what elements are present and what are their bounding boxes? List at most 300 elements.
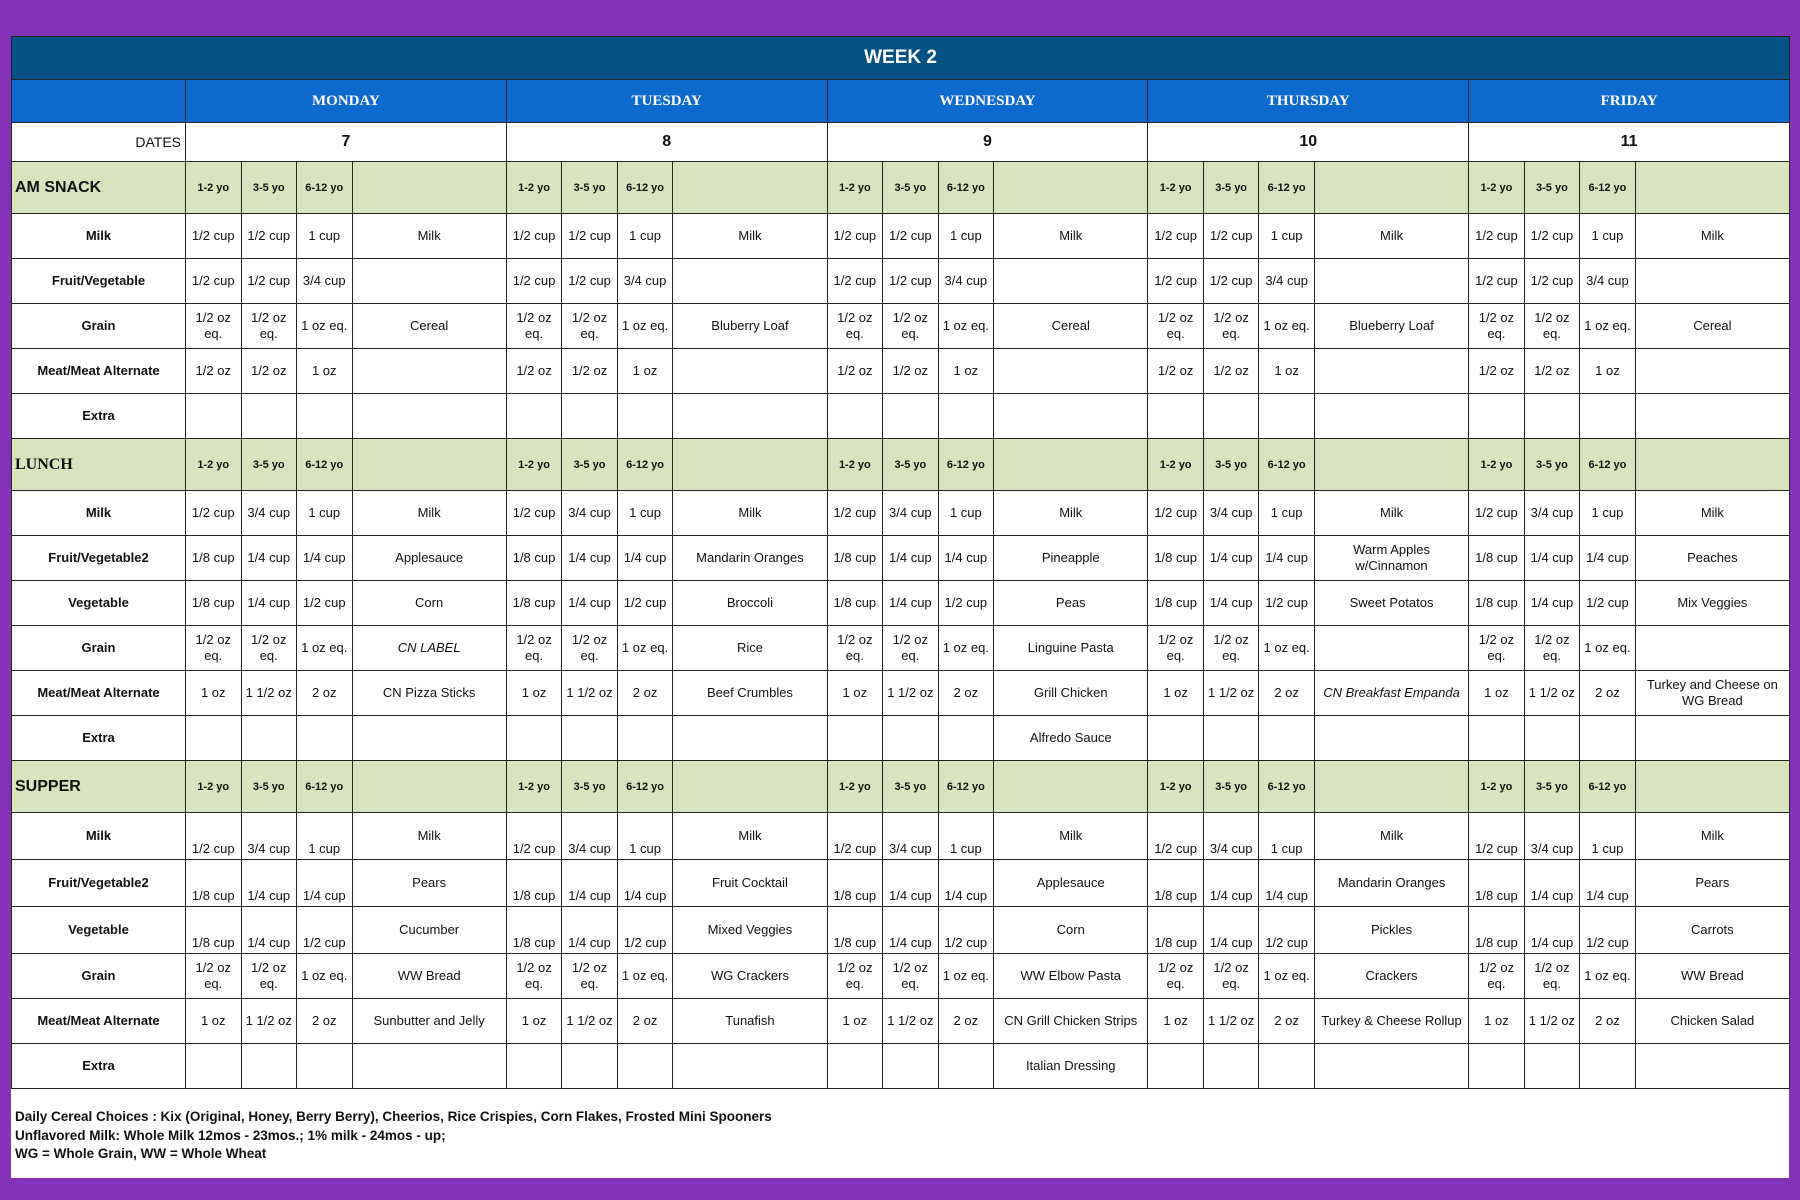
portion-cell: 1/2 oz eq. — [1203, 626, 1259, 671]
portion-cell: 1/2 cup — [562, 214, 618, 259]
week-title: WEEK 2 — [12, 37, 1790, 80]
age-group-header: 6-12 yo — [617, 761, 673, 813]
portion-cell: 1/2 cup — [241, 259, 297, 304]
age-group-header: 1-2 yo — [1469, 162, 1525, 214]
portion-cell: 1/8 cup — [827, 536, 883, 581]
portion-cell: 1/2 oz — [1148, 349, 1204, 394]
portion-cell: 1 oz eq. — [938, 954, 994, 999]
portion-cell: 1/2 oz eq. — [186, 626, 242, 671]
menu-item-cell: Milk — [1635, 491, 1789, 536]
portion-cell: 1/2 cup — [186, 259, 242, 304]
portion-cell: 1/2 oz — [1203, 349, 1259, 394]
portion-cell: 1/2 cup — [1524, 214, 1580, 259]
day-header: THURSDAY — [1148, 80, 1469, 123]
portion-cell: 3/4 cup — [1524, 491, 1580, 536]
portion-cell: 2 oz — [1259, 999, 1315, 1044]
portion-cell — [1580, 716, 1636, 761]
menu-sheet — [11, 36, 1789, 1178]
portion-cell: 1 oz eq. — [297, 626, 353, 671]
portion-cell: 1/4 cup — [883, 536, 939, 581]
menu-item-cell: Milk — [673, 491, 827, 536]
portion-cell: 1 cup — [1259, 491, 1315, 536]
menu-item-cell: CN LABEL — [352, 626, 506, 671]
portion-cell: 1/2 cup — [938, 581, 994, 626]
age-group-header: 6-12 yo — [938, 162, 994, 214]
portion-cell: 1/2 oz eq. — [1148, 304, 1204, 349]
portion-cell: 2 oz — [297, 671, 353, 716]
portion-cell: 2 oz — [938, 671, 994, 716]
portion-cell: 1/2 cup — [1148, 259, 1204, 304]
menu-item-cell: Linguine Pasta — [994, 626, 1148, 671]
portion-cell: 3/4 cup — [562, 491, 618, 536]
portion-cell: 1/2 cup — [186, 214, 242, 259]
portion-cell: 1/2 oz eq. — [883, 304, 939, 349]
portion-cell: 1 oz eq. — [1580, 304, 1636, 349]
portion-cell — [1469, 716, 1525, 761]
menu-item-cell: Crackers — [1314, 954, 1468, 999]
portion-cell — [241, 394, 297, 439]
portion-cell: 1/2 cup — [297, 907, 353, 954]
portion-cell: 1/4 cup — [1524, 860, 1580, 907]
portion-cell — [562, 394, 618, 439]
menu-item-cell — [673, 349, 827, 394]
portion-cell: 1/2 cup — [1148, 214, 1204, 259]
menu-item-cell: Carrots — [1635, 907, 1789, 954]
portion-cell: 1/4 cup — [883, 907, 939, 954]
section-band-cell — [352, 439, 506, 491]
portion-cell: 1/2 oz eq. — [1148, 954, 1204, 999]
portion-cell: 1/4 cup — [1524, 581, 1580, 626]
date-cell: 8 — [506, 123, 827, 162]
note-abbreviations: WG = Whole Grain, WW = Whole Wheat — [15, 1146, 267, 1161]
portion-cell: 1/2 cup — [827, 813, 883, 860]
menu-item-cell: Pears — [1635, 860, 1789, 907]
date-cell: 11 — [1469, 123, 1790, 162]
portion-cell: 1/8 cup — [1469, 860, 1525, 907]
portion-cell: 1/8 cup — [186, 907, 242, 954]
menu-item-cell: Milk — [352, 491, 506, 536]
component-label: Extra — [12, 716, 186, 761]
menu-item-cell: Warm Apples w/Cinnamon — [1314, 536, 1468, 581]
age-group-header: 1-2 yo — [506, 761, 562, 813]
portion-cell: 1/8 cup — [506, 860, 562, 907]
menu-item-cell: Sunbutter and Jelly — [352, 999, 506, 1044]
age-group-header: 1-2 yo — [1148, 761, 1204, 813]
portion-cell: 1 oz — [938, 349, 994, 394]
portion-cell — [1524, 716, 1580, 761]
section-band-cell — [1635, 439, 1789, 491]
menu-item-cell: Broccoli — [673, 581, 827, 626]
portion-cell: 3/4 cup — [1580, 259, 1636, 304]
portion-cell: 1 cup — [297, 214, 353, 259]
menu-item-cell — [673, 716, 827, 761]
menu-item-cell: Cereal — [352, 304, 506, 349]
portion-cell: 1 oz eq. — [1580, 626, 1636, 671]
dates-label: DATES — [12, 123, 186, 162]
portion-cell — [297, 1044, 353, 1089]
portion-cell: 1/2 cup — [883, 214, 939, 259]
portion-cell: 1/2 cup — [506, 214, 562, 259]
component-label: Vegetable — [12, 581, 186, 626]
portion-cell: 1/2 oz eq. — [562, 626, 618, 671]
menu-item-cell: CN Breakfast Empanda — [1314, 671, 1468, 716]
section-title: AM SNACK — [12, 162, 186, 214]
portion-cell: 1/2 cup — [506, 259, 562, 304]
portion-cell: 3/4 cup — [938, 259, 994, 304]
menu-item-cell: Italian Dressing — [994, 1044, 1148, 1089]
portion-cell: 1 oz eq. — [617, 954, 673, 999]
portion-cell: 1 1/2 oz — [883, 999, 939, 1044]
portion-cell: 1/2 cup — [617, 907, 673, 954]
age-group-header: 1-2 yo — [827, 162, 883, 214]
menu-item-cell — [1635, 1044, 1789, 1089]
portion-cell: 2 oz — [297, 999, 353, 1044]
age-group-header: 1-2 yo — [506, 439, 562, 491]
age-group-header: 6-12 yo — [617, 162, 673, 214]
component-label: Fruit/Vegetable — [12, 259, 186, 304]
portion-cell: 1/2 cup — [1469, 214, 1525, 259]
portion-cell: 1/2 cup — [617, 581, 673, 626]
portion-cell: 3/4 cup — [883, 491, 939, 536]
menu-item-cell — [352, 1044, 506, 1089]
portion-cell: 1 oz — [186, 999, 242, 1044]
menu-item-cell: Peas — [994, 581, 1148, 626]
portion-cell: 1 oz eq. — [617, 626, 673, 671]
menu-item-cell — [352, 349, 506, 394]
portion-cell: 1/8 cup — [1148, 581, 1204, 626]
menu-item-cell — [1314, 626, 1468, 671]
menu-item-cell: Beef Crumbles — [673, 671, 827, 716]
age-group-header: 3-5 yo — [1524, 761, 1580, 813]
portion-cell: 1/2 oz eq. — [1469, 304, 1525, 349]
portion-cell: 3/4 cup — [1203, 813, 1259, 860]
age-group-header: 3-5 yo — [1524, 162, 1580, 214]
portion-cell: 1/4 cup — [1259, 536, 1315, 581]
portion-cell: 1/2 cup — [1148, 491, 1204, 536]
menu-item-cell: Alfredo Sauce — [994, 716, 1148, 761]
portion-cell: 3/4 cup — [1259, 259, 1315, 304]
menu-item-cell — [1635, 349, 1789, 394]
age-group-header: 6-12 yo — [1580, 439, 1636, 491]
portion-cell: 3/4 cup — [562, 813, 618, 860]
portion-cell — [297, 394, 353, 439]
component-label: Meat/Meat Alternate — [12, 999, 186, 1044]
portion-cell: 1/2 oz — [883, 349, 939, 394]
section-band-cell — [994, 439, 1148, 491]
portion-cell: 1 1/2 oz — [1203, 999, 1259, 1044]
portion-cell: 3/4 cup — [1203, 491, 1259, 536]
portion-cell: 1 oz — [1469, 671, 1525, 716]
portion-cell — [1580, 394, 1636, 439]
menu-item-cell: WW Elbow Pasta — [994, 954, 1148, 999]
day-header: WEDNESDAY — [827, 80, 1148, 123]
portion-cell: 1 oz — [186, 671, 242, 716]
menu-item-cell: Grill Chicken — [994, 671, 1148, 716]
menu-item-cell: Milk — [1314, 214, 1468, 259]
portion-cell: 1/4 cup — [1203, 907, 1259, 954]
portion-cell: 1/4 cup — [1524, 907, 1580, 954]
portion-cell: 1 cup — [1580, 491, 1636, 536]
portion-cell: 1/2 cup — [1469, 813, 1525, 860]
date-cell: 10 — [1148, 123, 1469, 162]
age-group-header: 1-2 yo — [186, 439, 242, 491]
portion-cell: 1/4 cup — [241, 581, 297, 626]
section-title: LUNCH — [12, 439, 186, 491]
portion-cell: 1 oz — [827, 671, 883, 716]
menu-item-cell — [1635, 259, 1789, 304]
menu-item-cell — [1314, 349, 1468, 394]
portion-cell: 1 cup — [617, 214, 673, 259]
portion-cell — [883, 716, 939, 761]
section-band-cell — [352, 162, 506, 214]
section-band-cell — [994, 761, 1148, 813]
portion-cell: 1/2 oz eq. — [1524, 304, 1580, 349]
portion-cell: 3/4 cup — [241, 491, 297, 536]
portion-cell: 1/2 cup — [1580, 581, 1636, 626]
menu-item-cell — [1635, 716, 1789, 761]
portion-cell: 1 oz — [617, 349, 673, 394]
portion-cell — [562, 1044, 618, 1089]
portion-cell: 1 cup — [938, 813, 994, 860]
portion-cell: 1/2 oz eq. — [562, 954, 618, 999]
menu-item-cell — [1314, 716, 1468, 761]
age-group-header: 3-5 yo — [883, 761, 939, 813]
portion-cell: 1/2 oz eq. — [883, 954, 939, 999]
portion-cell — [1148, 716, 1204, 761]
portion-cell: 1/2 cup — [186, 813, 242, 860]
portion-cell: 1 cup — [297, 491, 353, 536]
component-label: Milk — [12, 813, 186, 860]
menu-item-cell — [1314, 259, 1468, 304]
portion-cell: 1/8 cup — [827, 907, 883, 954]
portion-cell: 1/2 oz eq. — [1469, 626, 1525, 671]
portion-cell — [1148, 1044, 1204, 1089]
day-header: FRIDAY — [1469, 80, 1790, 123]
portion-cell: 1/2 cup — [827, 259, 883, 304]
portion-cell — [938, 394, 994, 439]
portion-cell: 1 oz eq. — [617, 304, 673, 349]
menu-item-cell — [994, 394, 1148, 439]
age-group-header: 6-12 yo — [1259, 439, 1315, 491]
portion-cell: 1/2 oz eq. — [241, 954, 297, 999]
date-cell: 9 — [827, 123, 1148, 162]
portion-cell — [883, 394, 939, 439]
portion-cell: 1/4 cup — [883, 860, 939, 907]
portion-cell: 2 oz — [1580, 671, 1636, 716]
portion-cell: 1/2 oz — [506, 349, 562, 394]
portion-cell — [562, 716, 618, 761]
menu-item-cell — [994, 259, 1148, 304]
age-group-header: 1-2 yo — [827, 439, 883, 491]
portion-cell: 1/4 cup — [562, 536, 618, 581]
portion-cell: 1/8 cup — [1148, 860, 1204, 907]
menu-item-cell — [673, 1044, 827, 1089]
section-band-cell — [673, 439, 827, 491]
portion-cell: 1 cup — [938, 491, 994, 536]
section-title: SUPPER — [12, 761, 186, 813]
menu-item-cell: Milk — [994, 813, 1148, 860]
section-band-cell — [1635, 162, 1789, 214]
age-group-header: 6-12 yo — [297, 761, 353, 813]
portion-cell: 1 oz eq. — [1259, 626, 1315, 671]
menu-item-cell: Mandarin Oranges — [1314, 860, 1468, 907]
portion-cell: 1 oz eq. — [1259, 304, 1315, 349]
portion-cell: 1/4 cup — [297, 860, 353, 907]
age-group-header: 6-12 yo — [1580, 162, 1636, 214]
menu-item-cell: Milk — [1314, 813, 1468, 860]
menu-item-cell — [352, 259, 506, 304]
portion-cell: 1/2 cup — [1469, 491, 1525, 536]
portion-cell — [938, 716, 994, 761]
component-label: Fruit/Vegetable2 — [12, 860, 186, 907]
date-cell: 7 — [186, 123, 507, 162]
age-group-header: 3-5 yo — [1203, 439, 1259, 491]
menu-item-cell: Milk — [673, 214, 827, 259]
portion-cell: 1/8 cup — [186, 860, 242, 907]
portion-cell: 1/2 cup — [506, 813, 562, 860]
menu-item-cell: WW Bread — [352, 954, 506, 999]
component-label: Grain — [12, 626, 186, 671]
menu-item-cell: WW Bread — [1635, 954, 1789, 999]
portion-cell: 1/8 cup — [186, 536, 242, 581]
portion-cell: 1/8 cup — [1148, 536, 1204, 581]
portion-cell: 1/4 cup — [617, 536, 673, 581]
menu-item-cell: Corn — [352, 581, 506, 626]
portion-cell: 3/4 cup — [883, 813, 939, 860]
portion-cell: 1/2 oz — [827, 349, 883, 394]
portion-cell: 1/4 cup — [938, 860, 994, 907]
portion-cell: 1/4 cup — [938, 536, 994, 581]
menu-item-cell: Milk — [1314, 491, 1468, 536]
portion-cell: 1 1/2 oz — [241, 999, 297, 1044]
portion-cell: 1/4 cup — [241, 860, 297, 907]
age-group-header: 3-5 yo — [562, 162, 618, 214]
portion-cell: 1/4 cup — [883, 581, 939, 626]
portion-cell: 1/4 cup — [241, 907, 297, 954]
portion-cell — [827, 716, 883, 761]
menu-item-cell: Pineapple — [994, 536, 1148, 581]
portion-cell: 1/4 cup — [617, 860, 673, 907]
portion-cell: 1/4 cup — [562, 581, 618, 626]
portion-cell — [827, 394, 883, 439]
portion-cell — [1148, 394, 1204, 439]
menu-item-cell — [352, 394, 506, 439]
portion-cell: 1/2 oz eq. — [186, 954, 242, 999]
menu-item-cell — [1635, 394, 1789, 439]
menu-item-cell: Cereal — [1635, 304, 1789, 349]
note-cereal: Daily Cereal Choices : Kix (Original, Honey, Berry Berry), Cheerios, Rice Crispies, Corn Flakes, Frosted Mini Spooners — [15, 1109, 772, 1124]
component-label: Grain — [12, 954, 186, 999]
menu-item-cell: Applesauce — [994, 860, 1148, 907]
portion-cell: 1/2 oz eq. — [1524, 626, 1580, 671]
portion-cell: 1/2 oz eq. — [1469, 954, 1525, 999]
portion-cell: 1/2 oz eq. — [506, 626, 562, 671]
corner-cell — [12, 80, 186, 123]
portion-cell — [186, 1044, 242, 1089]
menu-item-cell: Cereal — [994, 304, 1148, 349]
portion-cell: 1/2 cup — [827, 491, 883, 536]
menu-item-cell: Pickles — [1314, 907, 1468, 954]
portion-cell: 1/8 cup — [1469, 536, 1525, 581]
portion-cell: 1/2 oz eq. — [1203, 304, 1259, 349]
component-label: Extra — [12, 1044, 186, 1089]
age-group-header: 6-12 yo — [1580, 761, 1636, 813]
portion-cell: 1/2 cup — [1148, 813, 1204, 860]
portion-cell: 1 1/2 oz — [562, 999, 618, 1044]
portion-cell: 1/4 cup — [297, 536, 353, 581]
section-band-cell — [1314, 761, 1468, 813]
portion-cell: 1/2 oz — [241, 349, 297, 394]
menu-item-cell: Applesauce — [352, 536, 506, 581]
portion-cell: 1 1/2 oz — [1524, 671, 1580, 716]
day-header: MONDAY — [186, 80, 507, 123]
portion-cell: 1 cup — [617, 813, 673, 860]
portion-cell — [506, 716, 562, 761]
portion-cell — [297, 716, 353, 761]
component-label: Extra — [12, 394, 186, 439]
portion-cell: 1/2 cup — [241, 214, 297, 259]
menu-item-cell — [1314, 1044, 1468, 1089]
menu-item-cell: Milk — [1635, 813, 1789, 860]
portion-cell: 1/2 oz eq. — [1148, 626, 1204, 671]
age-group-header: 3-5 yo — [241, 439, 297, 491]
portion-cell: 1/8 cup — [827, 860, 883, 907]
portion-cell: 2 oz — [617, 671, 673, 716]
portion-cell: 1/4 cup — [1203, 581, 1259, 626]
portion-cell: 1 oz — [506, 999, 562, 1044]
portion-cell: 1 cup — [617, 491, 673, 536]
section-band-cell — [1314, 162, 1468, 214]
note-milk: Unflavored Milk: Whole Milk 12mos - 23mos.; 1% milk - 24mos - up; — [15, 1127, 446, 1143]
portion-cell — [938, 1044, 994, 1089]
component-label: Meat/Meat Alternate — [12, 349, 186, 394]
menu-item-cell: Cucumber — [352, 907, 506, 954]
section-band-cell — [352, 761, 506, 813]
portion-cell: 1 1/2 oz — [562, 671, 618, 716]
menu-item-cell: Fruit Cocktail — [673, 860, 827, 907]
portion-cell: 1 oz — [297, 349, 353, 394]
component-label: Meat/Meat Alternate — [12, 671, 186, 716]
portion-cell: 3/4 cup — [1524, 813, 1580, 860]
portion-cell — [827, 1044, 883, 1089]
portion-cell: 1/2 oz eq. — [562, 304, 618, 349]
portion-cell — [1524, 1044, 1580, 1089]
menu-item-cell — [673, 259, 827, 304]
portion-cell: 1/2 oz eq. — [883, 626, 939, 671]
portion-cell: 1 oz — [1580, 349, 1636, 394]
menu-item-cell: Milk — [673, 813, 827, 860]
portion-cell: 1/4 cup — [1259, 860, 1315, 907]
menu-item-cell: Pears — [352, 860, 506, 907]
portion-cell: 1/2 oz eq. — [506, 304, 562, 349]
menu-item-cell: Peaches — [1635, 536, 1789, 581]
portion-cell: 1 1/2 oz — [1203, 671, 1259, 716]
section-band-cell — [994, 162, 1148, 214]
portion-cell: 1/2 oz eq. — [241, 626, 297, 671]
portion-cell: 1 oz — [1148, 671, 1204, 716]
menu-item-cell: Tunafish — [673, 999, 827, 1044]
age-group-header: 6-12 yo — [297, 439, 353, 491]
component-label: Grain — [12, 304, 186, 349]
portion-cell — [1469, 394, 1525, 439]
portion-cell: 1/2 cup — [562, 259, 618, 304]
age-group-header: 6-12 yo — [297, 162, 353, 214]
menu-item-cell: CN Pizza Sticks — [352, 671, 506, 716]
day-header: TUESDAY — [506, 80, 827, 123]
age-group-header: 1-2 yo — [1148, 439, 1204, 491]
portion-cell: 1/4 cup — [1203, 536, 1259, 581]
menu-item-cell: Turkey & Cheese Rollup — [1314, 999, 1468, 1044]
